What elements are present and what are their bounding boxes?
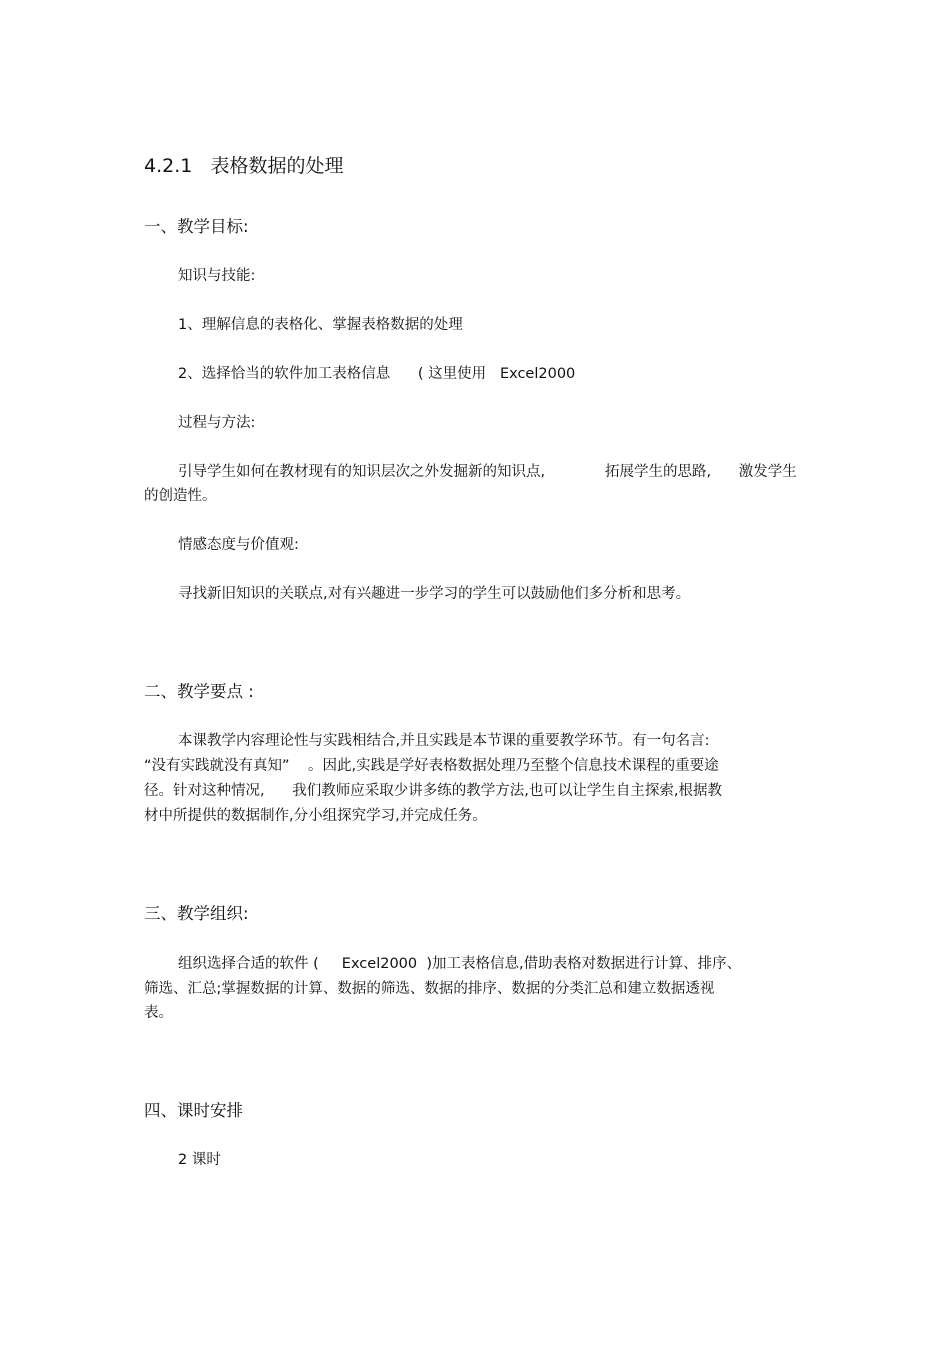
paragraph-organization-line-1: 组织选择合适的软件 ( Excel2000 )加工表格信息,借助表格对数据进行计算、排序、 <box>178 956 742 972</box>
paragraph-points-line-2: “没有实践就没有真知” 。因此,实践是学好表格数据处理乃至整个信息技术课程的重要途 <box>144 758 719 774</box>
paragraph-points-line-3: 径。针对这种情况, 我们教师应采取少讲多练的教学方法,也可以让学生自主探索,根据教 <box>144 783 722 799</box>
heading-teaching-goals: 一、教学目标: <box>144 217 249 236</box>
paragraph-points-line-1: 本课教学内容理论性与实践相结合,并且实践是本节课的重要教学环节。有一句名言: <box>178 733 710 749</box>
subheading-knowledge-skills: 知识与技能: <box>178 268 256 284</box>
class-hours-value: 2 课时 <box>178 1152 221 1168</box>
paragraph-attitude: 寻找新旧知识的关联点,对有兴趣进一步学习的学生可以鼓励他们多分析和思考。 <box>178 586 691 602</box>
paragraph-process-line-2: 的创造性。 <box>144 488 217 504</box>
paragraph-organization-line-2: 筛选、汇总;掌握数据的计算、数据的筛选、数据的排序、数据的分类汇总和建立数据透视 <box>144 981 715 997</box>
paragraph-points-line-4: 材中所提供的数据制作,分小组探究学习,并完成任务。 <box>144 808 487 824</box>
subheading-attitude-values: 情感态度与价值观: <box>178 537 299 553</box>
paragraph-organization-line-3: 表。 <box>144 1005 173 1021</box>
goal-item-1: 1、理解信息的表格化、掌握表格数据的处理 <box>178 317 463 333</box>
goal-item-2: 2、选择恰当的软件加工表格信息 ( 这里使用 Excel2000 <box>178 366 576 382</box>
section-title: 4.2.1 表格数据的处理 <box>144 155 344 177</box>
heading-teaching-organization: 三、教学组织: <box>144 904 249 923</box>
subheading-process-method: 过程与方法: <box>178 415 256 431</box>
heading-class-hours: 四、课时安排 <box>144 1101 243 1120</box>
paragraph-process-line-1: 引导学生如何在教材现有的知识层次之外发掘新的知识点, 拓展学生的思路, 激发学生 <box>178 464 797 480</box>
heading-teaching-points: 二、教学要点 : <box>144 682 254 701</box>
